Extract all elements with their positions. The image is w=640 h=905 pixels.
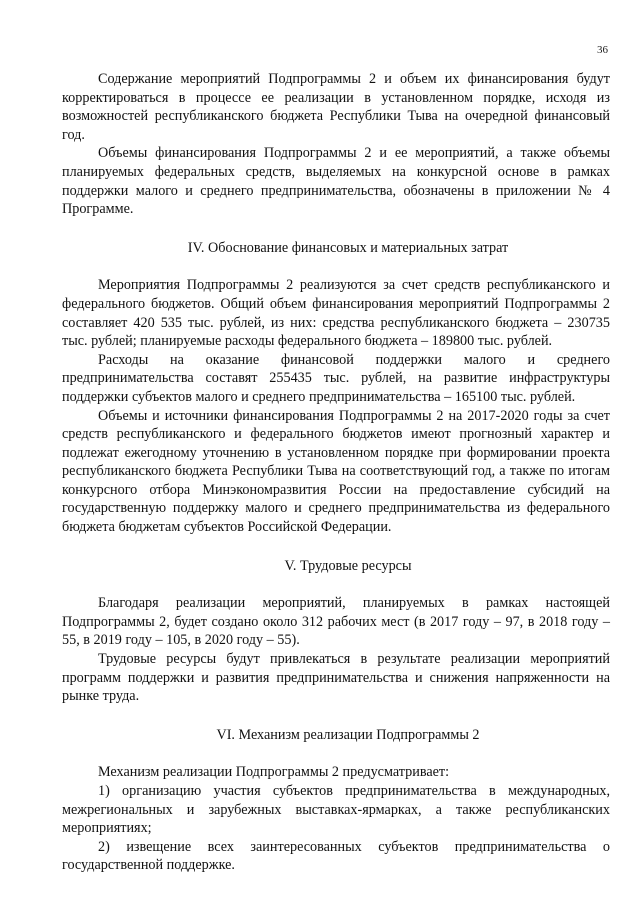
list-item: 2) извещение всех заинтересованных субъектов предпринимательства о государственной поддержке. [62, 838, 610, 874]
page-content [62, 70, 610, 875]
section-heading-6: VI. Механизм реализации Подпрограммы 2 [216, 726, 480, 743]
paragraph: Механизм реализации Подпрограммы 2 предусматривает: [98, 764, 450, 781]
paragraph: Объемы финансирования Подпрограммы 2 и ее мероприятий, а также объемы планируемых федеральных средств, выделяемых на конкурсной основе в рамках поддержки малого и среднего предпринимательства, обозначены в приложении № 4 Программе. [62, 145, 610, 218]
page-number: 36 [597, 44, 608, 56]
paragraph: Трудовые ресурсы будут привлекаться в результате реализации мероприятий программ поддержки и развития предпринимательства и снижения напряженности на рынке труда. [62, 651, 610, 705]
paragraph: Содержание мероприятий Подпрограммы 2 и объем их финансирования будут корректироваться в процессе ее реализации в установленном порядке, исходя из возможностей республиканского бюджета Республики Тыва на очередной финансовый год. [62, 71, 610, 143]
section-heading-4: IV. Обоснование финансовых и материальных затрат [187, 239, 509, 256]
list-item: 1) организацию участия субъектов предпринимательства в международных, межрегиональных и зарубежных выставках-ярмарках, а также республиканских мероприятиях; [62, 783, 610, 837]
paragraph: Благодаря реализации мероприятий, планируемых в рамках настоящей Подпрограммы 2, будет создано около 312 рабочих мест (в 2017 году – 97, в 2018 году – 55, в 2019 году – 105, в 2020 году – 55). [62, 595, 610, 649]
paragraph: Мероприятия Подпрограммы 2 реализуются за счет средств республиканского и федерального бюджетов. Общий объем финансирования мероприятий Подпрограммы 2 составляет 420 535 тыс. рублей, из них: средства республиканского бюджета – 230735 тыс. рублей; планируемые расходы федерального бюджета – 189800 тыс. рублей. [62, 277, 610, 350]
section-heading-5: V. Трудовые ресурсы [284, 557, 412, 574]
paragraph: Расходы на оказание финансовой поддержки малого и среднего предпринимательства составят 255435 тыс. рублей, на развитие инфраструктуры поддержки субъектов малого и среднего предпринимательства – 165100 тыс. рублей. [62, 351, 610, 405]
paragraph: Объемы и источники финансирования Подпрограммы 2 на 2017-2020 годы за счет средств республиканского и федерального бюджетов имеют прогнозный характер и подлежат ежегодному уточнению в установленном порядке при формировании проекта республиканского бюджета Республики Тыва на соответствующий год, а также по итогам конкурсного отбора Минэкономразвития России на предоставление субсидий на государственную поддержку малого и среднего предпринимательства из федерального бюджета бюджетам субъектов Российской Федерации. [62, 407, 610, 536]
